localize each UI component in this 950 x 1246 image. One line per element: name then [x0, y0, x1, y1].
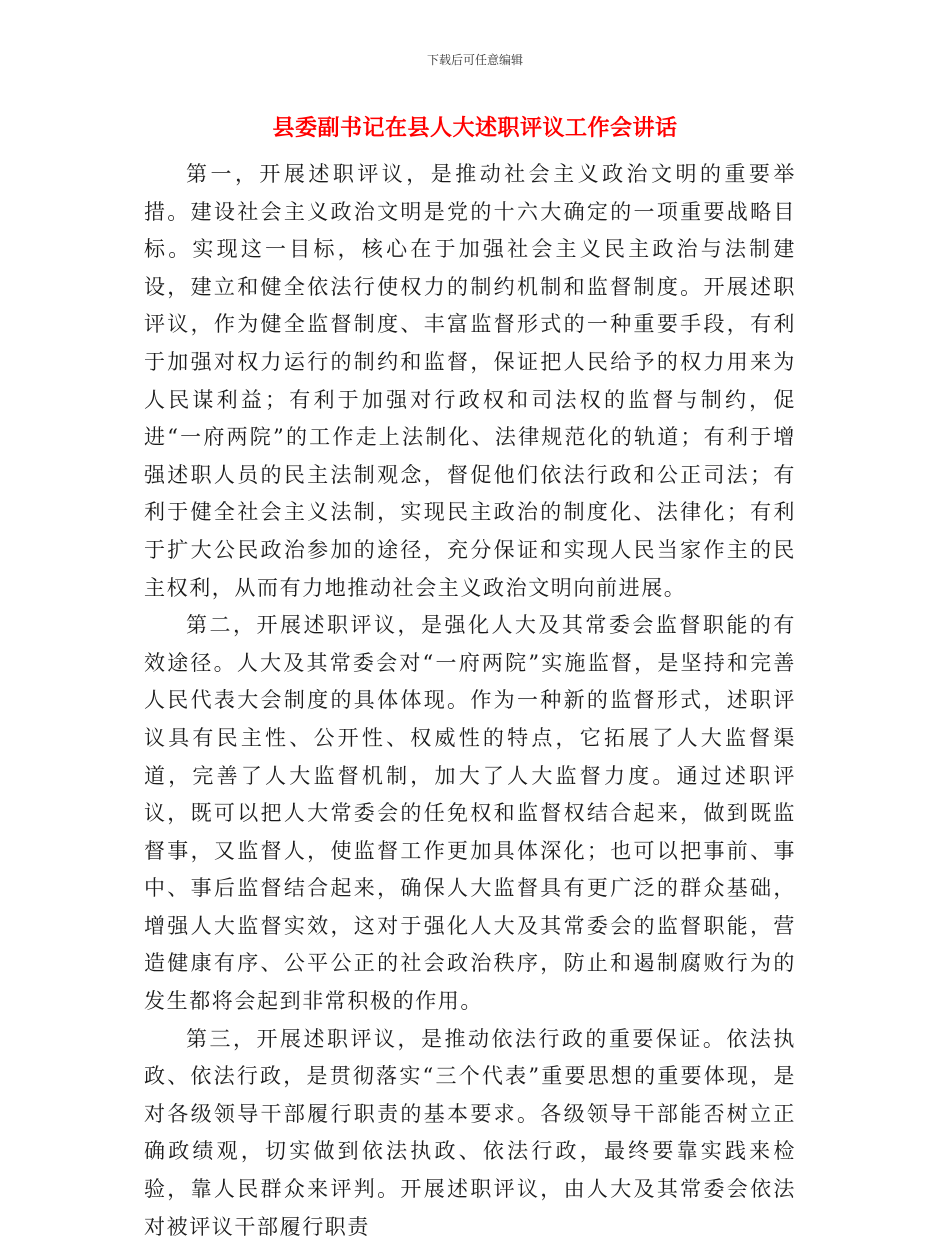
header-note: 下载后可任意编辑 — [426, 53, 523, 67]
document-title: 县委副书记在县人大述职评议工作会讲话 — [272, 115, 678, 141]
paragraph-3: 第三，开展述职评议，是推动依法行政的重要保证。依法执政、依法行政，是贯彻落实“三个代表”重要思想的重要体现，是对各级领导干部履行职责的基本要求。各级领导干部能否树立正确政绩观，切实做到依法执政、依法行政，最终要靠实践来检验，靠人民群众来评判。开展述职评议，由人大及其常委会依法对被评议干部履行职责 — [144, 1026, 796, 1239]
document-body — [144, 156, 796, 1246]
paragraph-1: 第一，开展述职评议，是推动社会主义政治文明的重要举措。建设社会主义政治文明是党的十六大确定的一项重要战略目标。实现这一目标，核心在于加强社会主义民主政治与法制建设，建立和健全依法行使权力的制约机制和监督制度。开展述职评议，作为健全监督制度、丰富监督形式的一种重要手段，有利于加强对权力运行的制约和监督，保证把人民给予的权力用来为人民谋利益；有利于加强对行政权和司法权的监督与制约，促进“一府两院”的工作走上法制化、法律规范化的轨道；有利于增强述职人员的民主法制观念，督促他们依法行政和公正司法；有利于健全社会主义法制，实现民主政治的制度化、法律化；有利于扩大公民政治参加的途径，充分保证和实现人民当家作主的民主权利，从而有力地推动社会主义政治文明向前进展。 — [144, 162, 796, 600]
paragraph-2: 第二，开展述职评议，是强化人大及其常委会监督职能的有效途径。人大及其常委会对“一府两院”实施监督，是坚持和完善人民代表大会制度的具体体现。作为一种新的监督形式，述职评议具有民主性、公开性、权威性的特点，它拓展了人大监督渠道，完善了人大监督机制，加大了人大监督力度。通过述职评议，既可以把人大常委会的任免权和监督权结合起来，做到既监督事，又监督人，使监督工作更加具体深化；也可以把事前、事中、事后监督结合起来，确保人大监督具有更广泛的群众基础，增强人大监督实效，这对于强化人大及其常委会的监督职能，营造健康有序、公平公正的社会政治秩序，防止和遏制腐败行为的发生都将会起到非常积极的作用。 — [144, 613, 796, 1014]
